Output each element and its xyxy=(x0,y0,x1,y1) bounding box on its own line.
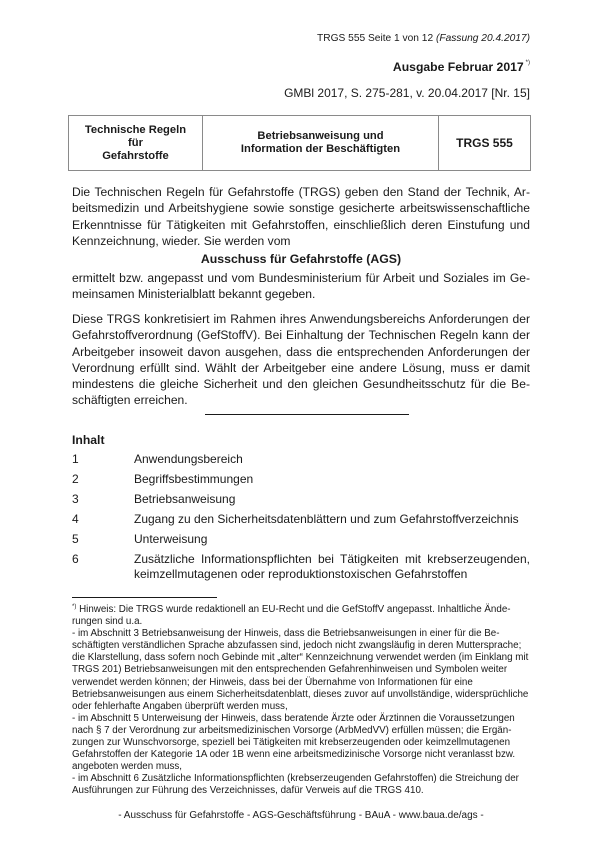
footnote-item: - im Abschnitt 3 Betriebsanweisung der Hinweis, dass die Betriebsanweisungen in einer für die Beschäftigten verständlichen Sprache abzufassen sind, jedoch nicht zwangsläufig in deren Muttersprache; die Klarstellung, dass sofern noch Gebinde mit „alter“ Kennzeichnung verwendet werden (im Einklang mit TRGS 201) Betriebsanweisungen mit den entsprechenden Gefahrenhinweisen und Symbolen weiter verwendet werden können; der Hinweis, dass bei der Übernahme von Informationen für eine Betriebsanweisungen aus einem Sicherheitsdatenblatt, dieses zuvor auf unvollständige, widersprüchliche oder fehlerhafte Angaben überprüft werden muss, xyxy=(72,628,529,712)
footnote-item: - im Abschnitt 5 Unterweisung der Hinweis, dass beratende Ärzte oder Ärztinnen die Voraussetzungen nach § 7 der Verordnung zur arbeitsmedizinischen Vorsorge (ArbMedVV) erfüllen müssen; die Ergänzungen zur Wunschvorsorge, speziell bei Tätigkeiten mit krebserzeugenden oder keimzellmutagenen Gefahrstoffen der Kategorie 1A oder 1B wenn eine arbeitsmedizinische Vorsorge nicht veranlasst bzw. angeboten werden muss, xyxy=(72,712,516,773)
footnote-intro-text: Hinweis: Die TRGS wurde redaktionell an EU-Recht und die GefStoffV angepasst. Inhaltliche Änderungen sind u.a. xyxy=(72,604,511,628)
title-cell-text: Information der Beschäftigten xyxy=(240,143,401,155)
toc-item-number: 2 xyxy=(72,472,79,486)
committee-heading: Ausschuss für Gefahrstoffe (AGS) xyxy=(200,252,402,266)
title-cell-text: Betriebsanweisung und xyxy=(257,130,384,142)
title-cell-text: Technische Regeln xyxy=(84,123,187,136)
toc-item-number: 3 xyxy=(72,492,79,506)
footnote-reference: *) xyxy=(525,60,530,66)
footnote-mark: *) xyxy=(72,604,77,610)
title-cell-document-title xyxy=(203,116,439,170)
toc-item-number: 5 xyxy=(72,532,79,546)
toc-item[interactable] xyxy=(72,452,530,467)
footnote-intro xyxy=(72,601,530,628)
toc-item-label: Anwendungsbereich xyxy=(134,452,243,466)
toc-item[interactable] xyxy=(72,512,530,527)
edition-label: Ausgabe Februar 2017 xyxy=(392,60,524,74)
toc-item-label: Betriebsanweisung xyxy=(134,492,236,506)
section-divider xyxy=(205,414,409,415)
intro-paragraph-2: ermittelt bzw. angepasst und vom Bundesministerium für Arbeit und Soziales im Gemeinsamen Ministerialblatt bekannt gegeben. xyxy=(72,271,530,302)
toc-item-label: Zusätzliche Informationspflichten bei Tätigkeiten mit krebserzeugenden, keimzellmutagenen oder reproduktionstoxischen Gefahrstoffen xyxy=(134,552,530,581)
footnote-separator xyxy=(72,597,217,598)
page-footer: - Ausschuss für Gefahrstoffe - AGS-Geschäftsführung - BAuA - www.baua.de/ags - xyxy=(118,810,484,821)
toc-item-label: Zugang zu den Sicherheitsdatenblättern und zum Gefahrstoffverzeichnis xyxy=(134,512,519,526)
toc-item-label: Unterweisung xyxy=(134,532,208,546)
title-table xyxy=(68,115,531,171)
page-info-header xyxy=(317,33,530,44)
toc-item[interactable] xyxy=(72,472,530,487)
gmbl-reference: GMBl 2017, S. 275-281, v. 20.04.2017 [Nr. 15] xyxy=(284,86,530,100)
footnote xyxy=(72,601,530,798)
toc-item[interactable] xyxy=(72,492,530,507)
intro-paragraph-1: Die Technischen Regeln für Gefahrstoffe (TRGS) geben den Stand der Technik, Arbeitsmedizin und Arbeitshygiene sowie sonstige gesicherte arbeitswissenschaftliche Erkenntnisse für Tätigkeiten mit Gefahrstoffen, einschließlich deren Einstufung und Kennzeichnung, wieder. Sie werden vom xyxy=(72,185,530,248)
toc-item-number: 4 xyxy=(72,512,79,526)
toc-item-number: 6 xyxy=(72,552,79,566)
edition-heading xyxy=(393,60,530,74)
title-cell-document-number: TRGS 555 xyxy=(456,135,513,150)
version-date: (Fassung 20.4.2017) xyxy=(435,33,530,44)
toc-heading: Inhalt xyxy=(72,433,105,447)
title-cell-text: für xyxy=(128,136,143,149)
page-number: TRGS 555 Seite 1 von 12 xyxy=(317,33,434,44)
footnote-item: - im Abschnitt 6 Zusätzliche Informationspflichten (krebserzeugenden Gefahrstoffen) die Streichung der Ausführungen zur Führung des Verzeichnisses, dafür Verweis auf die TRGS 410. xyxy=(72,773,519,797)
toc-item[interactable] xyxy=(72,532,530,547)
title-cell-text: Gefahrstoffe xyxy=(102,149,169,162)
intro-paragraph-3: Diese TRGS konkretisiert im Rahmen ihres Anwendungsbereichs Anforderungen der Gefahrstoffverordnung (GefStoffV). Bei Einhaltung der Technischen Regeln kann der Arbeitgeber insoweit davon ausgehen, dass die entsprechenden Anforderungen der Verordnung erfüllt sind. Wählt der Arbeitgeber eine andere Lösung, muss er damit mindestens die gleiche Sicherheit und den gleichen Gesundheitsschutz für die Beschäftigten erreichen. xyxy=(72,312,530,408)
toc-item-label: Begriffsbestimmungen xyxy=(134,472,254,486)
title-cell-regulation-type xyxy=(69,116,203,170)
toc-item-number: 1 xyxy=(72,452,79,466)
toc-item[interactable] xyxy=(72,552,530,582)
